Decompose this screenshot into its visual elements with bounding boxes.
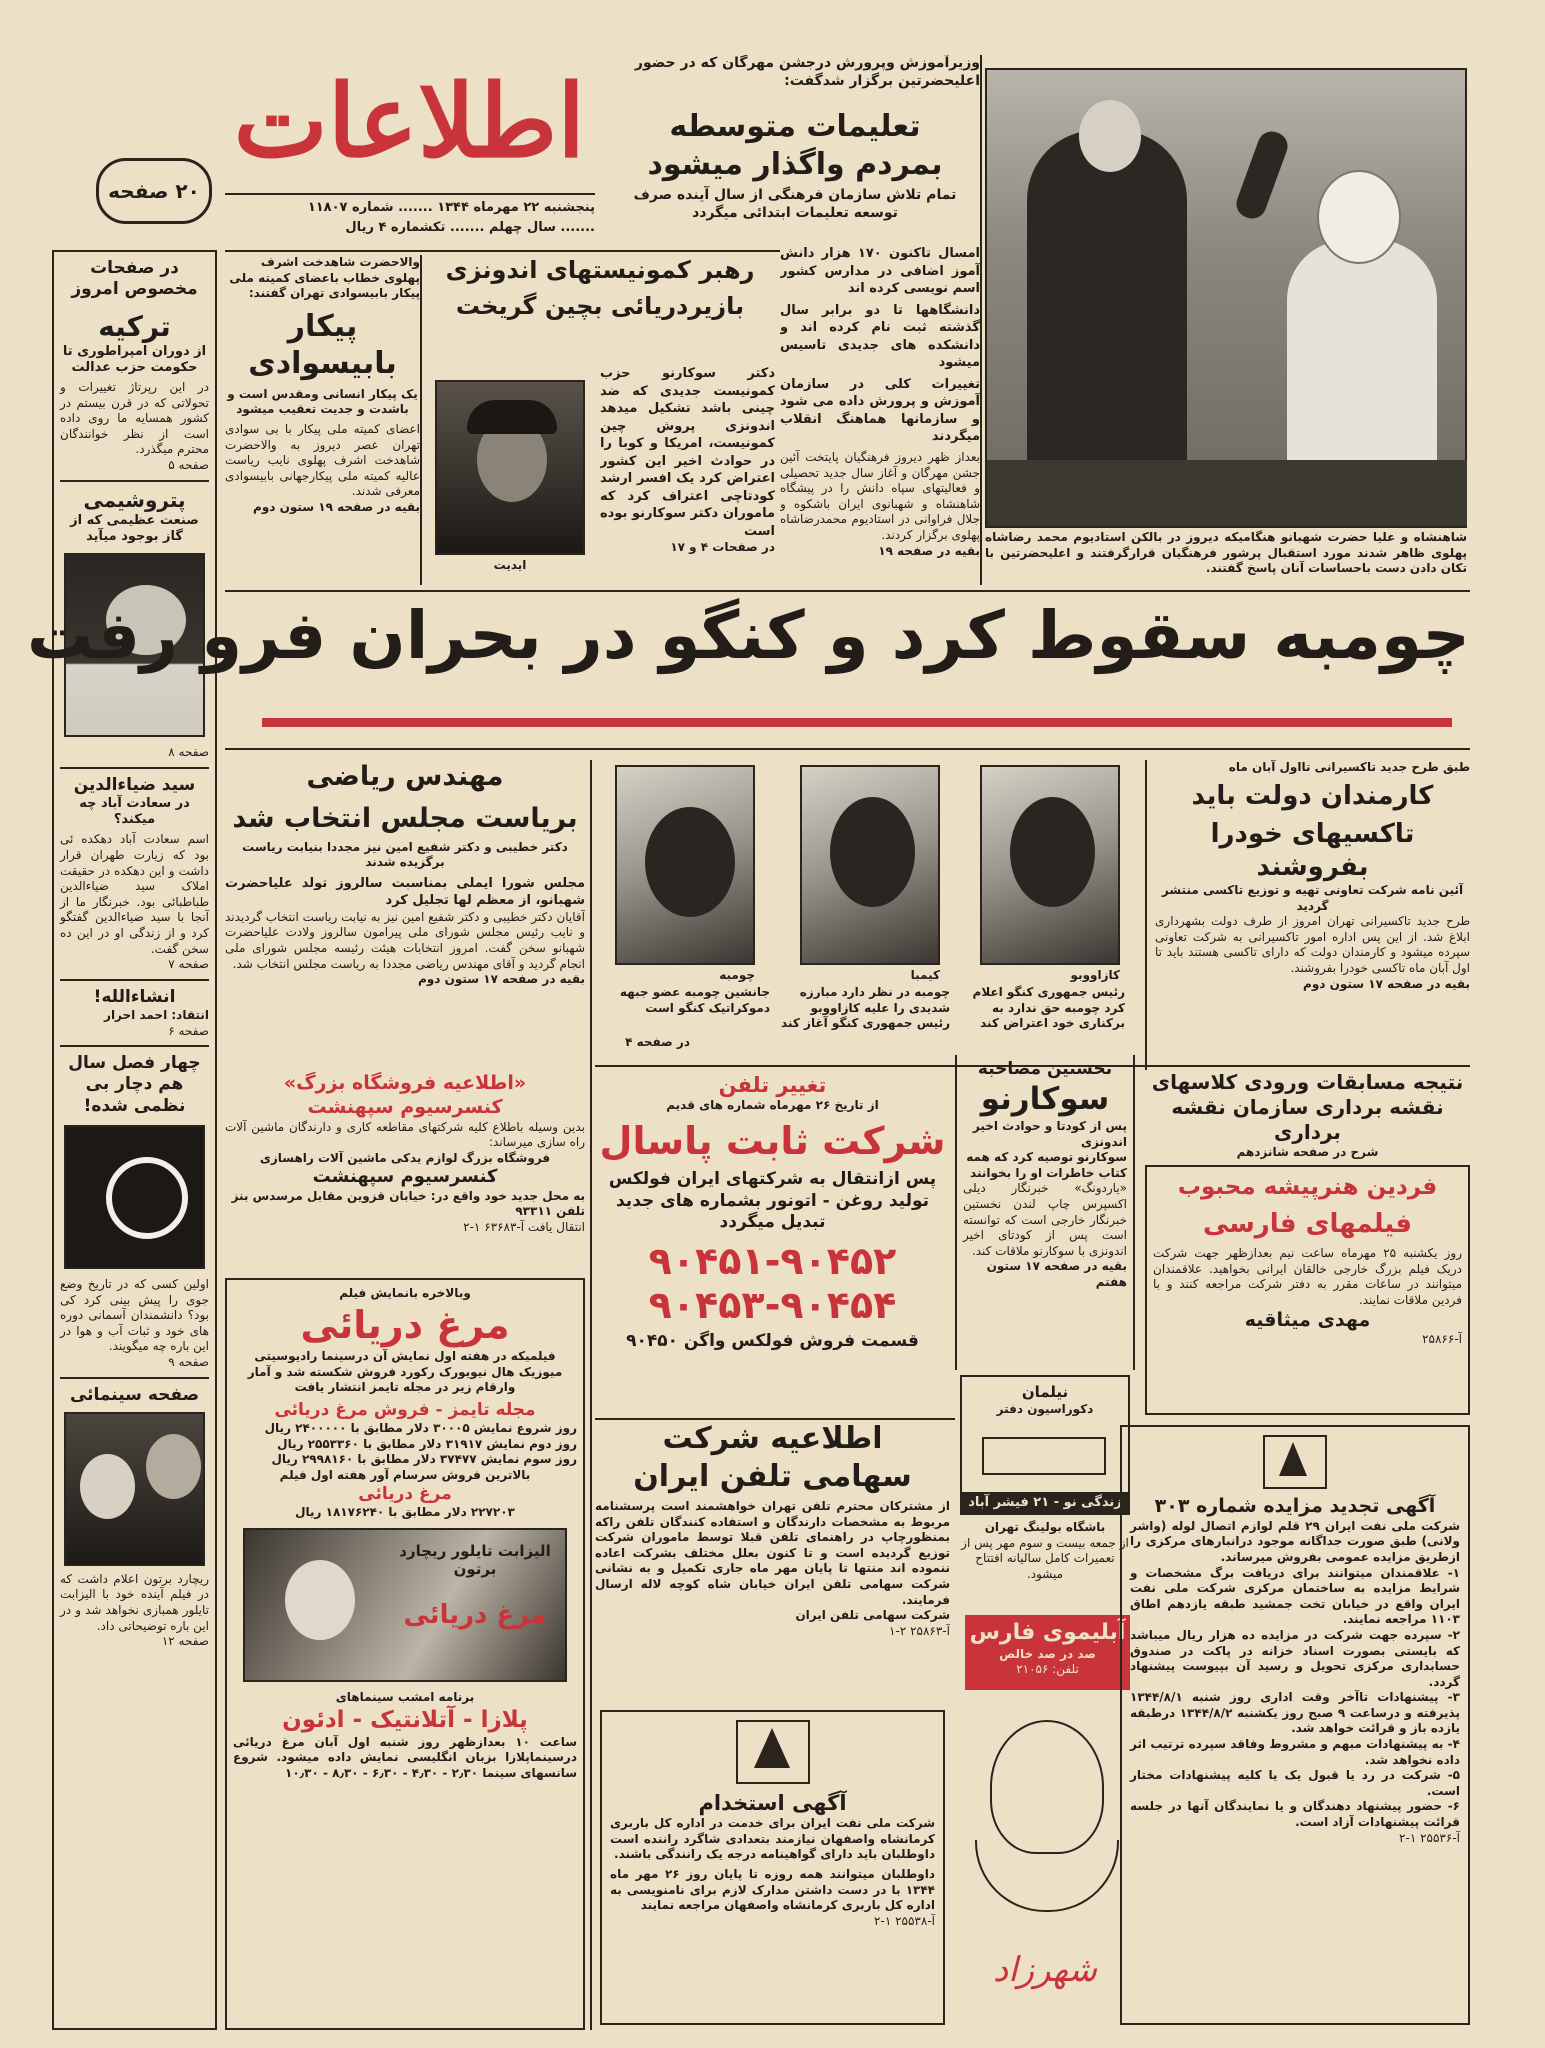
education-body: بعداز ظهر دیروز فرهنگیان پایتخت آئین جشن مهرگان و آغاز سال جدید تحصیلی و فعالیتهای سپاه دانش را در پیشگاه شاهنشاه و شهبانوی ایران باشکوه و جلال فراوانی در استادیوم محمدرضاشاه پهلوی برگزار کردند. bbox=[780, 450, 980, 542]
zia-body: اسم سعادت آباد دهکده ئی بود که زیارت طهران قرار داشت و این دهکده در حقیقت املاک سید ضیاءالدین طباطبائی بود. خبرنگار ما از آنجا با سید ضیاءالدین گفتگو کرد و از زندگی او در این ده سخن گفت. bbox=[60, 832, 209, 956]
nioc-flame-icon bbox=[754, 1728, 790, 1768]
congo-continued: در صفحه ۴ bbox=[625, 1035, 690, 1049]
lime-juice-title: آبلیموی فارس bbox=[969, 1620, 1126, 1645]
hiring-body-2: داوطلبان میتوانند همه روزه تا پایان روز ۲۶ مهر ماه ۱۳۴۴ با در دست داشتن مدارک لازم برای نامنویسی به اداره کل باربری کرمانشاه واصفهان مراجعه نمایند bbox=[610, 1867, 935, 1913]
phone-company-notice bbox=[595, 1420, 950, 1695]
literacy-story bbox=[225, 255, 420, 585]
shahrzad-ad bbox=[960, 1700, 1130, 2025]
sidebar bbox=[52, 250, 217, 2030]
bullet-item: امسال تاکنون ۱۷۰ هزار دانش آموز اضافی در مدارس کشور اسم نویسی کرده اند bbox=[780, 246, 980, 297]
lime-juice-ad bbox=[965, 1615, 1130, 1690]
tshombe-photo bbox=[615, 765, 755, 965]
education-continued: بقیه در صفحه ۱۹ bbox=[878, 543, 980, 558]
fardin-headline-2: فیلمهای فارسی bbox=[1202, 1208, 1413, 1239]
season-title: چهار فصل سال هم دچار بی نظمی شده! bbox=[68, 1053, 201, 1116]
film-line: روز سوم نمایش ۳۷۴۷۷ دلار مطابق با ۲۹۹۸۱۶۰ ریال bbox=[271, 1452, 577, 1467]
education-kicker: وزیرآموزش وپرورش درجشن مهرگان که در حضور اعلیحضرتین برگزار شدگفت: bbox=[634, 55, 980, 89]
riazi-headline-2: بریاست مجلس انتخاب شد bbox=[232, 802, 578, 834]
film-line: بالاترین فروش سرسام آور هفته اول فیلم bbox=[279, 1467, 531, 1482]
literacy-sub: یک پیکار انسانی ومقدس است و باشدت و جدیت تعقیب میشود bbox=[227, 386, 418, 417]
kasavubu-photo bbox=[980, 765, 1120, 965]
masthead-title: اطلاعات bbox=[233, 62, 585, 180]
lime-juice-sub: صد در صد خالص bbox=[999, 1646, 1096, 1661]
sukarno-kicker: نخستین مصاحبه bbox=[977, 1059, 1113, 1079]
taxi-headline-1: کارمندان دولت باید bbox=[1191, 780, 1434, 811]
date-line: پنجشنبه ۲۲ مهرماه ۱۳۴۴ ....... شماره ۱۱۸۰۷ bbox=[307, 200, 595, 215]
fardin-ad bbox=[1145, 1165, 1470, 1415]
auction-code: آ-۲۵۵۳۶ ۱-۲ bbox=[1399, 1830, 1460, 1845]
zia-title: سید ضیاءالدین bbox=[73, 774, 196, 795]
office-footer: زندگی نو - ۲۱ فیشر آباد bbox=[962, 1492, 1128, 1513]
insha-page: صفحه ۶ bbox=[168, 1023, 209, 1038]
rule-v-3 bbox=[980, 55, 982, 585]
phone-numbers-1: ۹۰۴۵۱-۹۰۴۵۲ bbox=[648, 1239, 897, 1284]
turkey-body: در این رپرتاژ تغییرات و تحولاتی که در قرن بیستم در کشور همسایه ما روی داده است از نظر خوانندگان محترم میگذرد. bbox=[60, 380, 209, 457]
auction-flame-icon bbox=[1279, 1442, 1307, 1476]
hiring-ad bbox=[600, 1710, 945, 2025]
bullet-item: دانشگاهها تا دو برابر سال گذشته ثبت نام کرده اند و دانشکده های جدیدی تاسیس میشود bbox=[780, 302, 980, 371]
riazi-bullet: مجلس شورا ایملی بمناسبت سالروز تولد علیاحضرت شهبانو، از معظم لها تجلیل کرد bbox=[225, 875, 585, 909]
literacy-body: اعضای کمیته ملی پیکار با بی سوادی تهران عصر دیروز به والاحضرت شاهدخت اشرف پهلوی نایب ریاست عالیه کمیته ملی پیکارجهانی بابیسوادی معرفی شدند. bbox=[225, 421, 420, 499]
year-line: ....... سال چهلم ....... تکشماره ۴ ریال bbox=[345, 220, 595, 235]
auction-ad bbox=[1120, 1425, 1470, 2025]
auction-logo bbox=[1263, 1435, 1327, 1489]
riazi-headline-1: مهندس ریاضی bbox=[306, 761, 504, 792]
insha-title: انشاءالله! bbox=[93, 986, 176, 1007]
film-body: فیلمیکه در هفته اول نمایش آن درسینما رادیوسیتی میوزیک هال نیویورک رکورد فروش شکسته شد و آمار وارقام زیر در مجله تایمز انتشار یافت bbox=[247, 1349, 563, 1395]
education-bullets bbox=[780, 245, 980, 575]
film-ad bbox=[225, 1278, 585, 2030]
kimba-text: چومبه در نظر دارد مبارزه شدیدی را علیه کازاووبو رئیس جمهوری کنگو آغاز کند bbox=[781, 985, 950, 1031]
turkey-page: صفحه ۵ bbox=[168, 457, 209, 472]
phone-change-company: شرکت ثابت پاسال bbox=[599, 1118, 946, 1163]
kasavubu-text: رئیس جمهوری کنگو اعلام کرد چومبه حق ندارد به برکناری خود اعتراض کند bbox=[972, 985, 1125, 1031]
eclipse-ring bbox=[106, 1157, 188, 1239]
phone-numbers-2: ۹۰۴۵۳-۹۰۴۵۴ bbox=[648, 1283, 897, 1328]
cinema-title: صفحه سینمائی bbox=[69, 1384, 200, 1405]
indonesia-headline-2: بازیردریائی بچین گریخت bbox=[455, 292, 745, 320]
waving-hand bbox=[1233, 128, 1292, 223]
tshombe-text: جانشین چومبه عضو جبهه دموکراتیک کنگو است bbox=[619, 985, 770, 1015]
taxi-continued: بقیه در صفحه ۱۷ ستون دوم bbox=[1303, 976, 1470, 991]
actor-face bbox=[146, 1434, 201, 1499]
store-notice-code: انتقال یافت آ-۶۳۶۸۳ ۱-۲ bbox=[463, 1219, 585, 1234]
indonesia-body-text: دکتر سوکارنو حزب کمونیست جدیدی که ضد چینی باشد تشکیل میدهد اندونزی پروش چین کمونیست، امریکا و کوبا را در حوادث اخیر این کشور اعتراض کرد یک افسر ارشد کودتاچی اعتراف کرد که ماموران دکتر سوکارنو بوده است bbox=[600, 366, 775, 539]
taxi-body: طرح جدید تاکسیرانی تهران امروز از طرف دولت بشهرداری ابلاغ شد. از این پس اداره امور تاکسیرانی به شرکت تعاونی سپرده میشود و کارمندان دولت که دارای تاکسی هستند باید تا اول آبان ماه تاکسی خودرا بفروشند. bbox=[1155, 914, 1470, 976]
balcony-rail bbox=[987, 460, 1467, 526]
kimba-photo bbox=[800, 765, 940, 965]
contest-headline-2: نقشه برداری سازمان نقشه برداری bbox=[1171, 1095, 1444, 1144]
sukarno-interview bbox=[955, 1055, 1135, 1370]
cinema-page: صفحه ۱۲ bbox=[161, 1634, 209, 1649]
shah-head bbox=[1079, 100, 1141, 172]
sidebar-intro: در صفحات مخصوص امروز bbox=[71, 258, 198, 300]
contest-story bbox=[1145, 1070, 1470, 1160]
literacy-kicker: والاحضرت شاهدخت اشرف پهلوی خطاب باعضای کمیته ملی پیکار بابیسوادی تهران گفتند: bbox=[229, 255, 420, 301]
contest-sub: شرح در صفحه شانزدهم bbox=[1236, 1145, 1379, 1159]
bowling-body: از جمعه بیست و سوم مهر پس از تعمیرات کامل سالیانه افتتاح میشود. bbox=[961, 1535, 1129, 1581]
zia-page: صفحه ۷ bbox=[168, 957, 209, 972]
bowling-title: باشگاه بولینگ تهران bbox=[984, 1520, 1106, 1534]
auction-item: ۲- سپرده جهت شرکت در مزایده ده هزار ریال میباشد که بایستی بصورت اسناد خزانه در پاکت در صندوق حسابداری مرکزی تحویل و رسید آن بپیوست پیشنهاد گردد. bbox=[1130, 1627, 1460, 1689]
bullet-item: تغییرات کلی در سازمان آموزش و پرورش داده می شود و سازمانها هماهنگ انقلاب میگردند bbox=[780, 376, 980, 445]
kasavubu-caption: کازاووبو bbox=[1070, 968, 1120, 982]
store-notice-subtitle-2: کنسرسیوم سپهنشت bbox=[312, 1166, 498, 1188]
literacy-continued: بقیه در صفحه ۱۹ ستون دوم bbox=[253, 499, 420, 514]
shahrzad-brand: شهرزاد bbox=[993, 1950, 1097, 1990]
auction-body: شرکت ملی نفت ایران ۲۹ قلم لوازم اتصال لوله (واشر ولانی) طبق صورت جداگانه موجود درانبارهای مرکزی را ازطریق مزایده عمومی بفروش میرساند. bbox=[1130, 1518, 1460, 1564]
hiring-code: آ-۲۵۵۳۸ ۱-۲ bbox=[874, 1913, 935, 1928]
office-line: دکوراسیون دفتر bbox=[996, 1401, 1094, 1416]
store-notice-title: «اطلاعیه فروشگاه بزرگ» bbox=[283, 1072, 527, 1094]
petro-sub: صنعت عظیمی که از گاز بوجود میآید bbox=[70, 512, 199, 544]
taxi-kicker: طبق طرح جدید تاکسیرانی تااول آبان ماه bbox=[1228, 760, 1470, 774]
aidit-caption: ایدیت bbox=[493, 558, 527, 572]
auction-item: ۵- شرکت در رد یا قبول یک یا کلیه پیشنهادات مختار است. bbox=[1130, 1768, 1460, 1798]
lime-juice-phone: تلفن: ۲۱۰۵۶ bbox=[1016, 1662, 1079, 1677]
banner-headline: چومبه سقوط کرد و کنگو در بحران فرو رفت bbox=[27, 597, 1470, 674]
tshombe-caption: چومبه bbox=[719, 968, 755, 982]
phone-change-ad bbox=[595, 1072, 950, 1417]
indonesia-continued: در صفحات ۴ و ۱۷ bbox=[670, 540, 775, 555]
desk-illustration bbox=[982, 1437, 1106, 1475]
riazi-sub: دکتر خطیبی و دکتر شفیع امین نیز مجددا بنیابت ریاست برگزیده شدند bbox=[242, 839, 568, 870]
zia-sub: در سعادت آباد چه میکند؟ bbox=[79, 795, 190, 828]
poster-face bbox=[285, 1560, 355, 1640]
turkey-sub: از دوران امپراطوری تا حکومت حزب عدالت bbox=[62, 343, 207, 375]
rule-v-2 bbox=[420, 255, 422, 585]
office-ad bbox=[960, 1375, 1130, 1515]
sukarno-bullet: سوکارنو توصیه کرد که همه کتاب خاطرات او را بخوانند bbox=[966, 1150, 1127, 1180]
tshombe-face bbox=[645, 807, 735, 917]
poster-title: مرغ دریائی bbox=[403, 1600, 547, 1631]
store-notice-ad bbox=[225, 1072, 585, 1272]
banner-rule bbox=[262, 718, 1452, 727]
kimba-face bbox=[830, 797, 915, 907]
nioc-logo bbox=[736, 1720, 810, 1784]
phone-company-body: از مشترکان محترم تلفن تهران خواهشمند است پرسشنامه مربوط به مشخصات دارندگان و استفاده کنندگان تلفن راکه بمنظورچاپ در راهنمای تلفن قبلا توسط ماموران شرکت توزیع گردیده است و تا کنون بعلل مختلف بشرکت اعاده ننموده اند منتها تا پایان مهر ماه جاری تکمیل و به نشانی شرکت سهامی تلفن ایران خیابان شاه کوچه لاله ارسال فرمایند. bbox=[595, 1499, 950, 1607]
rule-v-1 bbox=[590, 760, 592, 2030]
store-notice-subtitle: کنسرسیوم سپهنشت bbox=[307, 1095, 503, 1118]
phone-company-sign: شرکت سهامی تلفن ایران bbox=[795, 1608, 950, 1623]
rule-h-1 bbox=[225, 250, 780, 252]
film-line: روز دوم نمایش ۳۱۹۱۷ دلار مطابق با ۲۵۵۳۳۶۰ ریال bbox=[277, 1436, 577, 1451]
phone-company-title-2: سهامی تلفن ایران bbox=[633, 1458, 912, 1494]
literacy-headline-2: بابیسوادی bbox=[248, 346, 397, 382]
fardin-code: آ-۲۵۸۶۶ bbox=[1422, 1332, 1462, 1347]
petro-title: پتروشیمی bbox=[83, 487, 186, 512]
store-notice-body: بدین وسیله باطلاع کلیه شرکتهای مقاطعه کاری و دارندگان ماشین آلات راه سازی میرساند: bbox=[225, 1119, 585, 1150]
petro-page: صفحه ۸ bbox=[168, 745, 209, 760]
film-line: ۲۲۷۲۰۳ دلار مطابق با ۱۸۱۷۶۲۴۰ ریال bbox=[295, 1504, 515, 1519]
education-headline-1: تعلیمات متوسطه bbox=[669, 109, 921, 144]
office-brand: نیلمان bbox=[1021, 1383, 1069, 1401]
kasavubu-face bbox=[1010, 797, 1095, 907]
indonesia-headline-1: رهبر کمونیستهای اندونزی bbox=[445, 256, 755, 284]
auction-title: آگهی تجدید مزایده شماره ۳۰۳ bbox=[1154, 1495, 1436, 1517]
store-notice-body-2: فروشگاه بزرگ لوازم یدکی ماشین آلات راهسازی bbox=[259, 1150, 551, 1165]
kimba-caption: کیمبا bbox=[910, 968, 940, 982]
masthead bbox=[90, 58, 595, 238]
eclipse-photo bbox=[64, 1125, 205, 1269]
season-body: اولین کسی که در تاریخ وضع جوی را پیش بینی کرد کی بود؟ دانشمندان آسمانی دوره های خود و ثبات آب و هوا در این باره چه میگویند. bbox=[60, 1276, 209, 1354]
sukarno-headline: سوکارنو bbox=[980, 1081, 1110, 1118]
contest-headline-1: نتیجه مسابقات ورودی کلاسهای bbox=[1151, 1070, 1464, 1094]
fardin-sign: مهدی میثاقیه bbox=[1244, 1308, 1371, 1331]
film-title: مرغ دریائی bbox=[300, 1302, 510, 1347]
hiring-body: شرکت ملی نفت ایران برای خدمت در اداره کل باربری کرمانشاه واصفهان نیازمند بتعدادی شاگرد راننده است داوطلبان باید دارای گواهینامه درجه یک رانندگی باشند. bbox=[610, 1816, 935, 1862]
store-notice-address: به محل جدید خود واقع در: خیابان قزوین مقابل مرسدس بنز تلفن ۹۳۳۱۱ bbox=[231, 1188, 585, 1219]
riazi-body: آقایان دکتر خطیبی و دکتر شفیع امین نیز به نیابت ریاست انتخاب گردیدند و نایب رئیس مجلس شورای ملی پیرامون سالروز ولادت علیاحضرت شهبانو سخن گفت. امروز انتخابات هیئت رئیسه مجلس شورای ملی انجام گردید و آقای مهندس ریاضی مجددا به ریاست مجلس انتخاب شد. bbox=[225, 909, 585, 971]
rule-h-3 bbox=[595, 1065, 1470, 1067]
turkey-title: ترکیه bbox=[98, 309, 171, 343]
royal-photo-caption bbox=[985, 530, 1467, 575]
royal-caption-text: شاهنشاه و علیا حضرت شهبانو هنگامیکه دیروز در بالکن استادیوم محمد رضاشاه پهلوی ظاهر شدند مورد استقبال پرشور فرهنگیان قرارگرفتند و اعلیحضرتین با تکان دادن دست باحساسات آنان پاسخ گفتند. bbox=[985, 530, 1467, 575]
education-lead: تمام تلاش سازمان فرهنگی از سال آینده صرف توسعه تعلیمات ابتدائی میگردد bbox=[633, 187, 957, 221]
auction-item: ۱- علاقمندان میتوانند برای دریافت برگ مشخصات و شرایط مزایده به ساختمان مرکزی شرکت ملی نفت ایران واقع در خیابان تخت جمشید طبقه یازدهم اطاق ۱۱۰۳ مراجعه نمایند. bbox=[1130, 1565, 1460, 1627]
phone-company-code: آ-۲۵۸۶۳ ۲-۱ bbox=[889, 1623, 950, 1638]
rule-h-4 bbox=[595, 1418, 955, 1420]
taxi-story bbox=[1145, 760, 1470, 1070]
film-kicker: وبالاخره بانمایش فیلم bbox=[339, 1286, 471, 1300]
empress-head bbox=[1317, 170, 1401, 264]
literacy-headline-1: پیکار bbox=[287, 308, 358, 344]
film-poster bbox=[243, 1528, 567, 1682]
taxi-headline-2: تاکسیهای خودرا بفروشند bbox=[1210, 819, 1415, 882]
auction-item: ۶- حضور پیشنهاد دهندگان و یا نمایندگان آنها در جلسه قرائت پیشنهادات آزاد است. bbox=[1130, 1799, 1460, 1830]
actress-face bbox=[80, 1454, 135, 1519]
insha-sub: انتقاد: احمد احرار bbox=[104, 1008, 209, 1022]
phone-company-title-1: اطلاعیه شرکت bbox=[662, 1421, 883, 1456]
poster-stars: الیزابت تایلور ریچارد برتون bbox=[399, 1542, 551, 1579]
taxi-sub: آئین نامه شرکت تعاونی تهیه و توزیع تاکسی منتشر گردید bbox=[1161, 883, 1464, 913]
fardin-headline-1: فردین هنرپیشه محبوب bbox=[1177, 1174, 1438, 1200]
bowling-ad bbox=[960, 1520, 1130, 1610]
sukarno-continued: بقیه در صفحه ۱۷ ستون هفتم bbox=[986, 1259, 1127, 1289]
aidit-photo bbox=[435, 380, 585, 555]
pages-badge bbox=[96, 158, 212, 224]
pages-badge-text: ۲۰ صفحه bbox=[108, 179, 200, 203]
cinema-photo bbox=[64, 1412, 205, 1566]
rule-h-2 bbox=[225, 590, 1470, 592]
auction-item: ۳- پیشنهادات تاآخر وقت اداری روز شنبه ۱۳۴۴/۸/۱ پذیرفته و درساعت ۹ صبح روز یکشنبه ۱۳۴۴/۸/۲ درطبقه یازده باز و قرائت خواهد شد. bbox=[1130, 1690, 1460, 1736]
phone-change-kicker: تغییر تلفن bbox=[718, 1073, 827, 1097]
banner-bottom-rule bbox=[225, 748, 1470, 750]
season-page: صفحه ۹ bbox=[168, 1354, 209, 1369]
riazi-story bbox=[225, 760, 585, 1070]
phone-change-footer: قسمت فروش فولکس واگن ۹۰۴۵۰ bbox=[626, 1331, 919, 1352]
indonesia-body bbox=[600, 365, 775, 580]
film-line: روز شروع نمایش ۳۰۰۰۵ دلار مطابق با ۲۴۰۰۰۰۰ ریال bbox=[264, 1421, 577, 1436]
woman-illustration bbox=[990, 1720, 1104, 1854]
royal-photo bbox=[985, 68, 1467, 528]
sukarno-body: «یاردونگ» خبرنگار دیلی اکسپرس چاپ لندن نخستین خبرنگار خارجی است که توانسته است پس از کودتای اخیر اندونزی با سوکارنو ملاقات کند. bbox=[963, 1181, 1127, 1258]
auction-item: ۴- به پیشنهادات مبهم و مشروط وفاقد سپرده ترتیب اثر داده نخواهد شد. bbox=[1130, 1737, 1460, 1767]
riazi-continued: بقیه در صفحه ۱۷ ستون دوم bbox=[418, 972, 585, 987]
cinema-body: ریچارد برتون اعلام داشت که در فیلم آینده خود با الیزابت تایلور همبازی نخواهد شد و در این باره توضیحاتی داد. bbox=[60, 1571, 209, 1633]
sukarno-sub: پس از کودتا و حوادث اخیر اندونزی bbox=[972, 1119, 1127, 1149]
film-times-title: مجله تایمز - فروش مرغ دریائی bbox=[274, 1399, 536, 1420]
bowl-illustration bbox=[975, 1840, 1119, 1912]
education-headline-2: بمردم واگذار میشود bbox=[647, 146, 943, 182]
hiring-title: آگهی استخدام bbox=[698, 1791, 847, 1815]
film-cinemas: پلازا - آتلانتیک - ادئون bbox=[282, 1706, 528, 1733]
fardin-body: روز یکشنبه ۲۵ مهرماه ساعت نیم بعدازظهر جهت شرکت دریک فیلم بزرگ خارجی خالقان ایرانی بخواهید. علاقمندان میتوانند در ساعات مقرر به دفتر شرکت مراجعه کنند و با فردین ملاقات نمایند. bbox=[1153, 1246, 1462, 1308]
phone-change-body: پس ازانتقال به شرکتهای ایران فولکس تولید روغن - اتونور بشماره های جدید تبدیل میگردد bbox=[608, 1169, 937, 1232]
film-times: ساعت ۱۰ بعدازظهر روز شنبه اول آبان مرغ دریائی درسینماپلازا بزبان انگلیسی نمایش داده میشود. شروع سانسهای سینما ۲٫۳۰ - ۴٫۳۰ - ۶٫۳۰ - ۸٫۳۰ - ۱۰٫۳۰ bbox=[233, 1734, 578, 1780]
aidit-cap bbox=[467, 400, 557, 434]
film-program: برنامه امشب سینماهای bbox=[335, 1690, 475, 1705]
film-line: مرغ دریائی bbox=[358, 1483, 452, 1504]
phone-change-date: از تاریخ ۲۶ مهرماه شماره های قدیم bbox=[666, 1098, 879, 1113]
